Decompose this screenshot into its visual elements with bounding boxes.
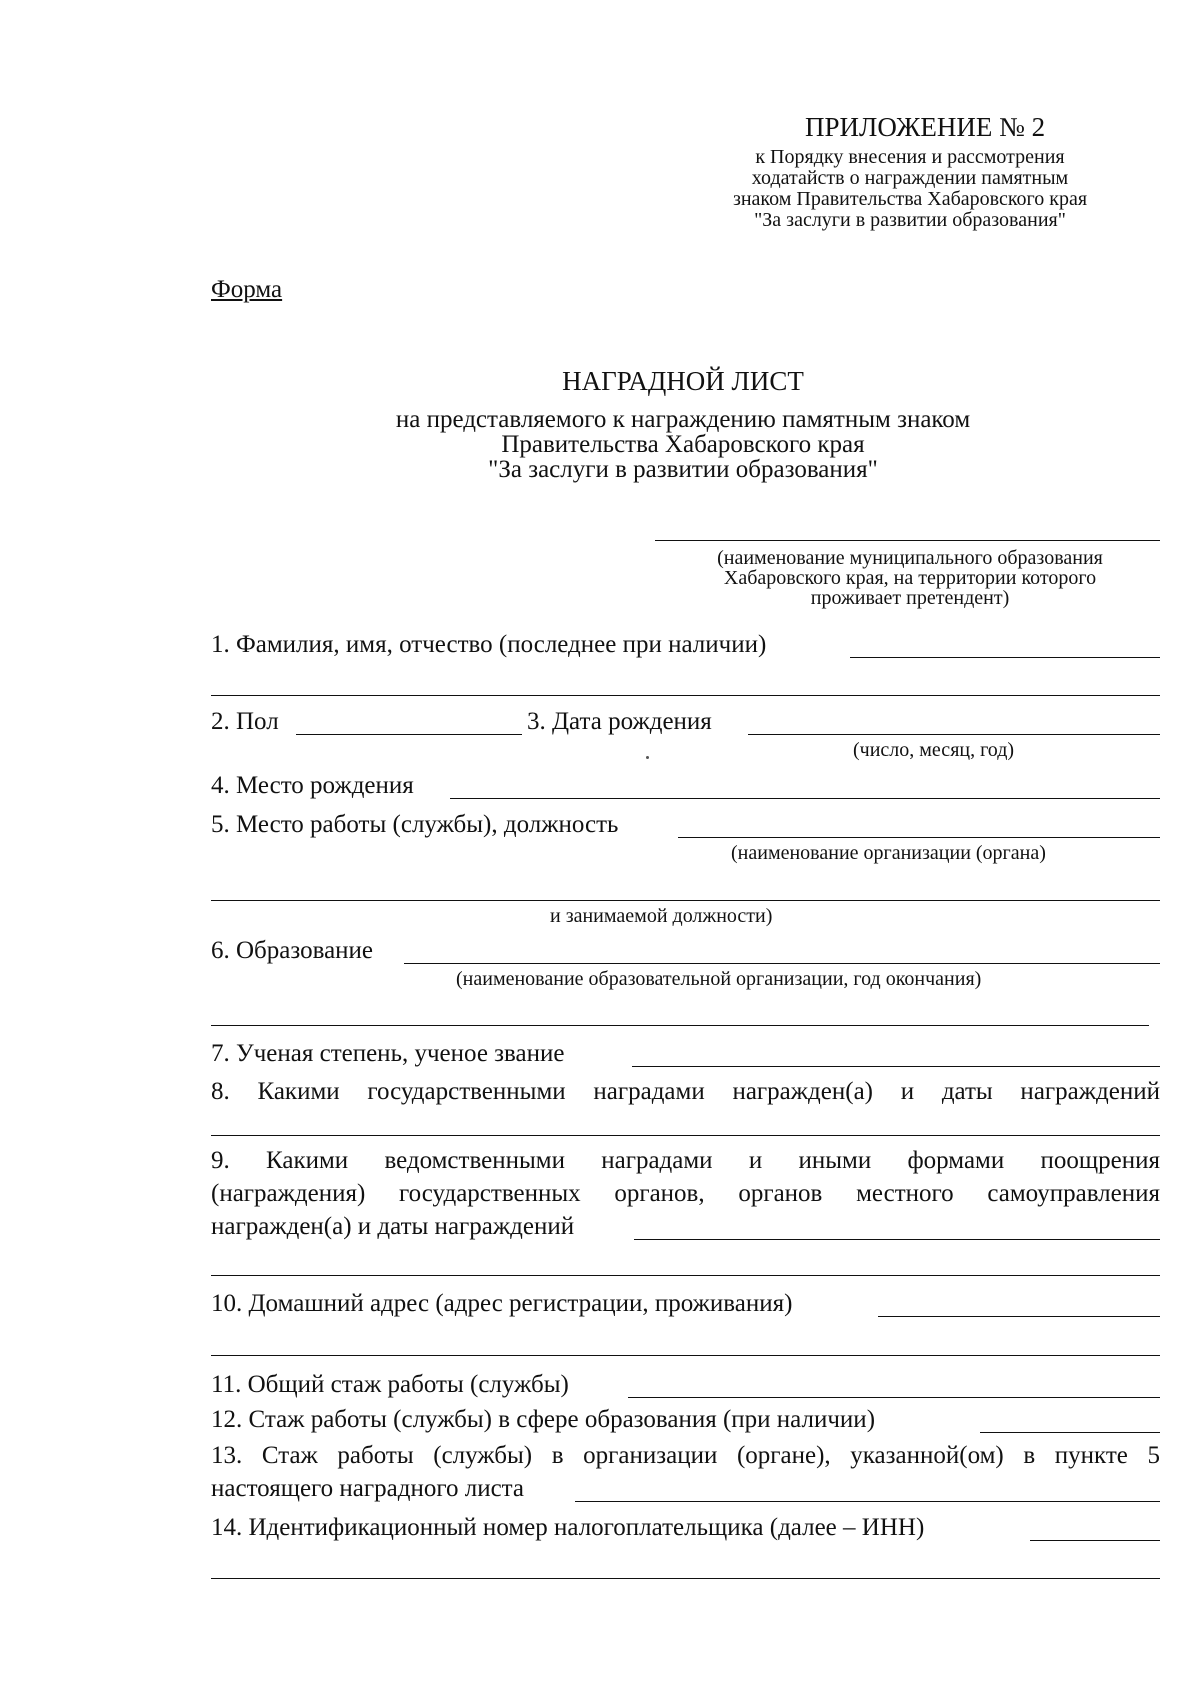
full-name-field-line-2[interactable] — [211, 695, 1160, 696]
appendix-line-4: "За заслуги в развитии образования" — [754, 209, 1066, 231]
field-10-label: 10. Домашний адрес (адрес регистрации, проживания) — [211, 1290, 793, 1317]
workplace-field-line[interactable] — [678, 837, 1160, 838]
subtitle-line-3: "За заслуги в развитии образования" — [488, 456, 878, 483]
education-field-line-2[interactable] — [211, 1025, 1149, 1026]
field-9-label-line-1: 9. Какими ведомственными наградами и иными формами поощрения — [211, 1147, 1160, 1174]
municipality-field-line[interactable] — [655, 540, 1160, 541]
workplace-hint-2: и занимаемой должности) — [550, 905, 773, 927]
field-11-label: 11. Общий стаж работы (службы) — [211, 1371, 569, 1398]
birth-place-field-line[interactable] — [450, 798, 1160, 799]
municipality-hint-1: (наименование муниципального образования — [717, 547, 1103, 569]
education-experience-field-line[interactable] — [980, 1432, 1160, 1433]
field-14-label: 14. Идентификационный номер налогоплательщика (далее – ИНН) — [211, 1514, 925, 1541]
education-hint: (наименование образовательной организации, год окончания) — [456, 968, 982, 990]
departmental-awards-field-line-2[interactable] — [211, 1275, 1160, 1276]
appendix-line-1: к Порядку внесения и рассмотрения — [755, 146, 1065, 168]
home-address-field-line[interactable] — [878, 1316, 1160, 1317]
sex-field-line[interactable] — [296, 734, 522, 735]
field-7-label: 7. Ученая степень, ученое звание — [211, 1040, 565, 1067]
field-12-label: 12. Стаж работы (службы) в сфере образования (при наличии) — [211, 1406, 876, 1433]
appendix-line-2: ходатайств о награждении памятным — [751, 167, 1069, 189]
subtitle-line-2: Правительства Хабаровского края — [501, 431, 865, 458]
municipality-hint-2: Хабаровского края, на территории которого — [723, 567, 1097, 589]
field-5-label: 5. Место работы (службы), должность — [211, 811, 619, 838]
field-6-label: 6. Образование — [211, 937, 374, 964]
birth-date-field-line[interactable] — [748, 734, 1160, 735]
subtitle-line-1: на представляемого к награждению памятным знаком — [395, 406, 971, 433]
home-address-field-line-2[interactable] — [211, 1355, 1160, 1356]
field-3-label: 3. Дата рождения — [527, 708, 712, 735]
appendix-title: ПРИЛОЖЕНИЕ № 2 — [805, 112, 1046, 142]
field-8-label: 8. Какими государственными наградами награжден(а) и даты награждений — [211, 1078, 1160, 1105]
appendix-line-3: знаком Правительства Хабаровского края — [732, 188, 1088, 210]
inn-field-line-2[interactable] — [211, 1578, 1160, 1579]
field-13-label-line-1: 13. Стаж работы (службы) в организации (органе), указанной(ом) в пункте 5 — [211, 1442, 1160, 1469]
full-name-field-line[interactable] — [850, 657, 1160, 658]
field-1-label: 1. Фамилия, имя, отчество (последнее при наличии) — [211, 631, 767, 658]
scan-speck — [646, 756, 649, 759]
municipality-hint-3: проживает претендент) — [810, 587, 1010, 609]
field-13-label-line-2: настоящего наградного листа — [211, 1475, 525, 1502]
birth-date-hint: (число, месяц, год) — [853, 739, 1015, 761]
departmental-awards-field-line[interactable] — [634, 1239, 1160, 1240]
field-2-label: 2. Пол — [211, 708, 279, 735]
document-title: НАГРАДНОЙ ЛИСТ — [562, 366, 804, 396]
field-9-label-line-2: (награждения) государственных органов, органов местного самоуправления — [211, 1180, 1160, 1207]
state-awards-field-line[interactable] — [211, 1135, 1160, 1136]
inn-field-line[interactable] — [1030, 1540, 1160, 1541]
workplace-field-line-2[interactable] — [211, 900, 1160, 901]
total-experience-field-line[interactable] — [628, 1397, 1160, 1398]
workplace-hint: (наименование организации (органа) — [731, 842, 1046, 864]
academic-degree-field-line[interactable] — [632, 1066, 1160, 1067]
organization-experience-field-line[interactable] — [575, 1501, 1160, 1502]
form-label: Форма — [211, 276, 283, 303]
field-4-label: 4. Место рождения — [211, 772, 414, 799]
field-9-label-line-3: награжден(а) и даты награждений — [211, 1213, 575, 1240]
education-field-line[interactable] — [404, 963, 1160, 964]
